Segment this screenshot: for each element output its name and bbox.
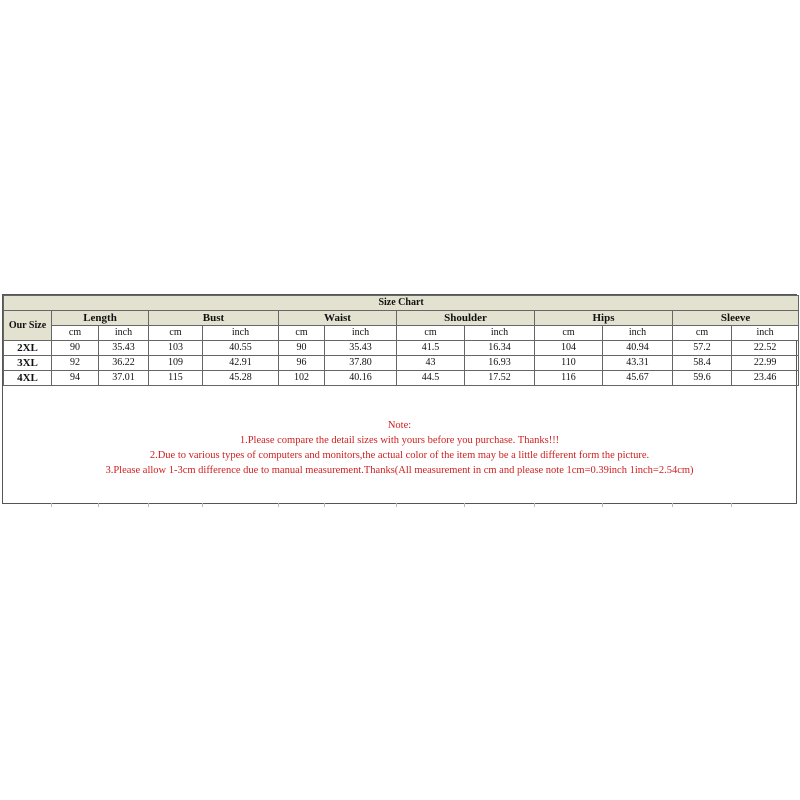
table-cell: 40.55 bbox=[203, 341, 279, 356]
table-cell: 41.5 bbox=[397, 341, 465, 356]
unit-cm: cm bbox=[52, 326, 99, 341]
group-header-bust: Bust bbox=[149, 311, 279, 326]
group-header-sleeve: Sleeve bbox=[673, 311, 799, 326]
tick-mark bbox=[324, 503, 325, 507]
unit-cm: cm bbox=[279, 326, 325, 341]
note-line-3: 3.Please allow 1-3cm difference due to manual measurement.Thanks(All measurement in cm and please note 1cm=0.39inch 1inch=2.54cm) bbox=[105, 465, 694, 476]
tick-mark bbox=[202, 503, 203, 507]
table-cell: 36.22 bbox=[99, 356, 149, 371]
unit-inch: inch bbox=[325, 326, 397, 341]
table-row bbox=[4, 356, 799, 371]
table-cell: 22.52 bbox=[732, 341, 799, 356]
notes-block bbox=[3, 418, 796, 478]
table-cell: 16.93 bbox=[465, 356, 535, 371]
unit-cm: cm bbox=[535, 326, 603, 341]
tick-mark bbox=[534, 503, 535, 507]
table-cell: 43 bbox=[397, 356, 465, 371]
tick-mark bbox=[396, 503, 397, 507]
unit-inch: inch bbox=[203, 326, 279, 341]
table-cell: 35.43 bbox=[325, 341, 397, 356]
table-cell: 40.16 bbox=[325, 371, 397, 386]
our-size-header: Our Size bbox=[4, 311, 52, 341]
note-heading: Note: bbox=[387, 420, 412, 431]
unit-cm: cm bbox=[149, 326, 203, 341]
table-cell: 109 bbox=[149, 356, 203, 371]
unit-inch: inch bbox=[99, 326, 149, 341]
note-line-2: 2.Due to various types of computers and monitors,the actual color of the item may be a little different form the picture. bbox=[149, 450, 650, 461]
tick-mark bbox=[98, 503, 99, 507]
table-cell: 59.6 bbox=[673, 371, 732, 386]
table-cell: 92 bbox=[52, 356, 99, 371]
group-header-length: Length bbox=[52, 311, 149, 326]
size-label: 3XL bbox=[4, 356, 52, 371]
table-cell: 44.5 bbox=[397, 371, 465, 386]
table-cell: 42.91 bbox=[203, 356, 279, 371]
size-label: 4XL bbox=[4, 371, 52, 386]
table-row bbox=[4, 341, 799, 356]
unit-cm: cm bbox=[673, 326, 732, 341]
table-cell: 17.52 bbox=[465, 371, 535, 386]
table-cell: 103 bbox=[149, 341, 203, 356]
table-cell: 116 bbox=[535, 371, 603, 386]
tick-mark bbox=[731, 503, 732, 507]
table-cell: 110 bbox=[535, 356, 603, 371]
table-cell: 23.46 bbox=[732, 371, 799, 386]
table-cell: 115 bbox=[149, 371, 203, 386]
table-cell: 35.43 bbox=[99, 341, 149, 356]
table-cell: 90 bbox=[279, 341, 325, 356]
size-chart bbox=[2, 294, 797, 504]
table-cell: 102 bbox=[279, 371, 325, 386]
table-row bbox=[4, 371, 799, 386]
table-cell: 45.28 bbox=[203, 371, 279, 386]
chart-title: Size Chart bbox=[4, 296, 799, 311]
group-header-waist: Waist bbox=[279, 311, 397, 326]
table-cell: 94 bbox=[52, 371, 99, 386]
table-cell: 40.94 bbox=[603, 341, 673, 356]
note-line-1: 1.Please compare the detail sizes with yours before you purchase. Thanks!!! bbox=[239, 435, 560, 446]
table-cell: 16.34 bbox=[465, 341, 535, 356]
group-header-shoulder: Shoulder bbox=[397, 311, 535, 326]
table-cell: 37.80 bbox=[325, 356, 397, 371]
unit-inch: inch bbox=[732, 326, 799, 341]
size-label: 2XL bbox=[4, 341, 52, 356]
table-cell: 37.01 bbox=[99, 371, 149, 386]
tick-mark bbox=[51, 503, 52, 507]
tick-mark bbox=[464, 503, 465, 507]
table-cell: 96 bbox=[279, 356, 325, 371]
group-header-hips: Hips bbox=[535, 311, 673, 326]
unit-cm: cm bbox=[397, 326, 465, 341]
table-cell: 90 bbox=[52, 341, 99, 356]
bottom-tick-marks bbox=[3, 503, 796, 507]
tick-mark bbox=[602, 503, 603, 507]
unit-inch: inch bbox=[603, 326, 673, 341]
table-cell: 22.99 bbox=[732, 356, 799, 371]
table-cell: 43.31 bbox=[603, 356, 673, 371]
size-table bbox=[3, 295, 799, 386]
table-cell: 57.2 bbox=[673, 341, 732, 356]
table-cell: 45.67 bbox=[603, 371, 673, 386]
tick-mark bbox=[278, 503, 279, 507]
table-cell: 104 bbox=[535, 341, 603, 356]
unit-inch: inch bbox=[465, 326, 535, 341]
tick-mark bbox=[148, 503, 149, 507]
table-cell: 58.4 bbox=[673, 356, 732, 371]
tick-mark bbox=[672, 503, 673, 507]
